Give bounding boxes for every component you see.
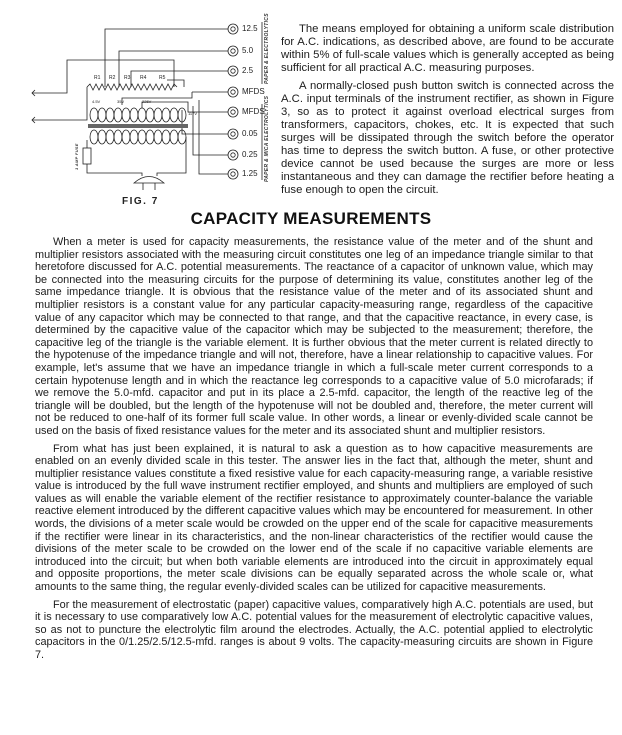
tap-label: 35V [117,99,125,104]
tap-label: 117V [188,111,198,116]
resistor-label: R3 [124,75,131,81]
resistor-label: R1 [94,75,101,81]
fuse-label: 1 AMP FUSE [74,143,79,170]
tap-label: 225V [142,99,152,104]
tap-label: 4.5V [92,99,101,104]
group-label-upper: PAPER & ELECTROLYTICS [264,13,270,84]
right-column-text [281,23,614,202]
paragraph: For the measurement of electrostatic (paper) capacitive values, comparatively high A.C. potentials are used, but it is necessary to use comparatively low A.C. potential values for the measurement of electrolytic capacitive values, so as not to puncture the electrolytic film around the electrodes. Actually, the A.C. potential applied to electrolytic capacitors in the 0/1.25/2.5/12.5-mfd. ranges is about 9 volts. The capacity-measuring circuits are shown in Figure 7. [35,598,593,661]
section-heading: CAPACITY MEASUREMENTS [190,209,432,228]
section-body [35,236,593,667]
paragraph: When a meter is used for capacity measurements, the resistance value of the meter and of the shunt and multiplier resistors associated with the measuring circuit constitutes one leg of an impedance triangle similar to that heretofore discussed for A.C. potential measurements. The reactance of a capacitor of unknown value, which may be connected into the measuring circuits for the purpose of determining its value, constitutes another leg of the same impedance triangle. It is obvious that the resistance value of the meter and of its associated shunt and multiplier resistors is a constant value for any particular capacity-measuring range, regardless of the capacitive value of any capacitor which may be connected to that range, and that the capacitive reactance, in every case, is determined by the capacitive value of the capacitor which may be subjected to the measurement; therefore, the capacitive leg of the triangle is the variable element. It is further obvious that the meter current is related directly to the hypotenuse of the impedance triangle and will not, therefore, have a linear relationship to capacitive values. For example, let's assume that we have an impedance triangle in which a full-scale meter current corresponds to a certain hypotenuse length and in which the reactance leg corresponds to a capacitive value of 5.0 microfarads; if we remove the 5.0-mfd. capacitor and put in its place a 2.5-mfd. capacitor, the length of the reactive leg of the triangle will be doubled, but the length of the hypotenuse will not be doubled and, therefore, the meter current will not be reduced to one-half of its former full scale value. In other words, a linear or evenly-divided scale cannot be used on the basis of fixed resistance values for the meter and its associated shunt and multiplier resistors. [35,236,593,437]
terminal-label: 0.25 [242,150,258,159]
group-label-lower: PAPER & MICA ELECTROLYTICS [264,95,270,182]
paragraph: A normally-closed push button switch is connected across the A.C. input terminals of the instrument rectifier, as shown in Figure 3, so as to protect it against overload electrical surges from transformers, capacitors, chokes, etc. It is expected that such surges will be dissipated through the switch before the operator has time to depress the switch button. A fuse, or other protective device cannot be used because the surges are more or less instantaneous and they can damage the rectifier before heating a fuse enough to open the circuit. [281,80,614,196]
resistor-label: R2 [109,75,116,81]
resistor-label: R4 [140,75,147,81]
terminal-label: 0.05 [242,129,258,138]
resistor-label: R5 [159,75,166,81]
paragraph: The means employed for obtaining a uniform scale distribution for A.C. indications, as described above, are found to be accurate within 5% of full-scale values which is generally accepted as being sufficient for all practical A.C. measuring purposes. [281,23,614,74]
terminal-label: MFDS [242,87,265,96]
terminal-label: MFDS [242,107,265,116]
circuit-diagram-icon [22,8,270,208]
terminal-label: 5.0 [242,46,254,55]
figure-caption: FIG. 7 [122,196,159,207]
figure-7-schematic [22,8,270,208]
paragraph: From what has just been explained, it is natural to ask a question as to how capacitive measurements are enabled on an evenly divided scale in this tester. The answer lies in the fact that, although the meter, shunt and multiplier resistance values constitute a fixed resistive value for each capacity-measuring range, a variable resistive value is introduced by the full wave instrument rectifier employed, and shunts and multipliers are employed of such values as will enable the variable element of the rectifier resistance to approximately counter-balance the variable reactive element introduced by the different capacitive values which may be encountered for measurement. In other words, the divisions of a meter scale would be crowded on the upper end of the scale for capacitive measurements if the rectifier were linear in its characteristics, and the non-linear characteristics of the rectifier would cause the divisions of the meter scale to be crowded on the lower end of the scale if no capacitive variable elements are introduced into the circuit; but when both variable elements are introduced into the circuit in approximately equal and opposite proportions, the meter scale divisions can be equally separated across the whole scale or, what amounts to the same thing, the regular evenly-divided scales can be utilized for capacitive measurements. [35,442,593,594]
terminal-label: 1.25 [242,169,258,178]
terminal-label: 12.5 [242,24,258,33]
terminal-label: 2.5 [242,66,254,75]
terminal-jacks [228,24,238,179]
